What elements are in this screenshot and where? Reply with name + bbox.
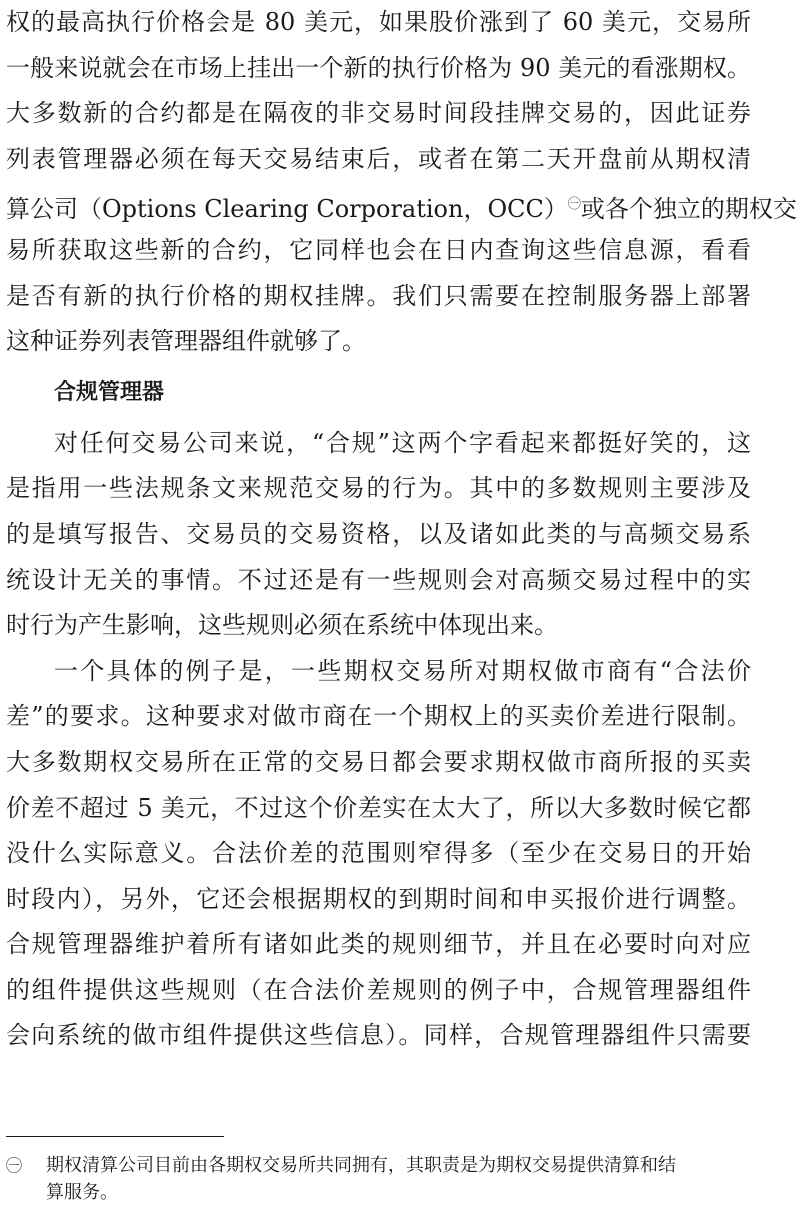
- text-line: 一个具体的例子是，一些期权交易所对期权做市商有“合法价: [54, 656, 751, 685]
- text-line: 权的最高执行价格会是 80 美元，如果股价涨到了 60 美元，交易所: [6, 8, 751, 36]
- text-line: 统设计无关的事情。不过还是有一些规则会对高频交易过程中的实: [6, 565, 751, 594]
- footnote: [6, 1152, 751, 1206]
- text-line: 差”的要求。这种要求对做市商在一个期权上的买卖价差进行限制。: [6, 702, 751, 731]
- section-heading: 合规管理器: [54, 379, 165, 405]
- footnote-line: [6, 1152, 751, 1179]
- footnote-divider: [6, 1136, 224, 1137]
- text-line: 时段内），另外，它还会根据期权的到期时间和申买报价进行调整。: [6, 884, 751, 913]
- paragraph-2: [6, 421, 751, 649]
- paragraph-3: [6, 649, 751, 1059]
- text-segment: 算公司（Options Clearing Corporation，OCC）: [6, 195, 568, 224]
- text-line: 是指用一些法规条文来规范交易的行为。其中的多数规则主要涉及: [6, 474, 751, 503]
- paragraph-1: [6, 0, 797, 365]
- text-line: 一般来说就会在市场上挂出一个新的执行价格为 90 美元的看涨期权。: [6, 53, 751, 82]
- text-line: 大多数期权交易所在正常的交易日都会要求期权做市商所报的买卖: [6, 747, 751, 776]
- body-text: [6, 0, 797, 1059]
- footnote-line: 算服务。: [46, 1182, 118, 1203]
- text-line: 易所获取这些新的合约，它同样也会在日内查询这些信息源，看看: [6, 235, 751, 264]
- text-line: 是否有新的执行价格的期权挂牌。我们只需要在控制服务器上部署: [6, 281, 751, 310]
- text-line: 没什么实际意义。合法价差的范围则窄得多（至少在交易日的开始: [6, 839, 751, 868]
- text-line: 价差不超过 5 美元，不过这个价差实在太大了，所以大多数时候它都: [6, 793, 751, 822]
- text-line: 时行为产生影响，这些规则必须在系统中体现出来。: [6, 611, 558, 640]
- text-segment: 或各个独立的期权交: [580, 195, 797, 224]
- text-line: 的组件提供这些规则（在合法价差规则的例子中，合规管理器组件: [6, 975, 751, 1004]
- text-line: 这种证券列表管理器组件就够了。: [6, 327, 366, 356]
- text-line: [6, 182, 797, 228]
- text-line: 列表管理器必须在每天交易结束后，或者在第二天开盘前从期权清: [6, 144, 751, 173]
- text-line: 会向系统的做市组件提供这些信息）。同样，合规管理器组件只需要: [6, 1021, 751, 1050]
- text-line: 大多数新的合约都是在隔夜的非交易时间段挂牌交易的，因此证券: [6, 99, 751, 128]
- footnote-reference[interactable]: ㊀: [567, 197, 581, 213]
- footnote-marker: ㊀: [6, 1156, 23, 1175]
- text-line: 对任何交易公司来说，“合规”这两个字看起来都挺好笑的，这: [54, 428, 751, 457]
- text-line: 合规管理器维护着所有诸如此类的规则细节，并且在必要时向对应: [6, 930, 751, 959]
- text-line: 的是填写报告、交易员的交易资格，以及诸如此类的与高频交易系: [6, 519, 751, 548]
- footnote-text: 期权清算公司目前由各期权交易所共同拥有，其职责是为期权交易提供清算和结: [46, 1155, 676, 1176]
